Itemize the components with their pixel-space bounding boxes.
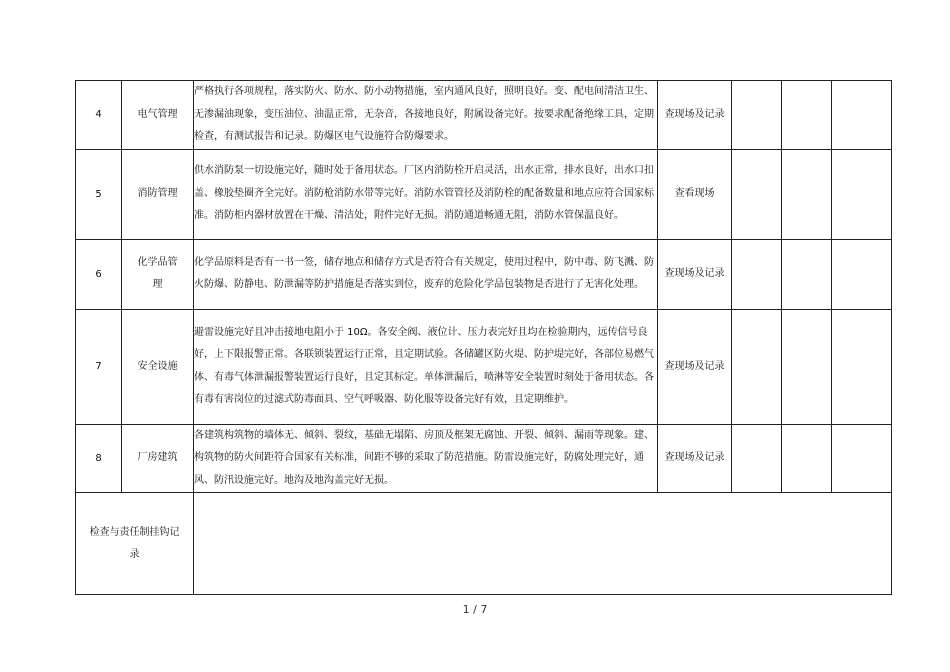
row-content: 各建筑构筑物的墙体无、倾斜、裂纹，基础无塌陷、房顶及框架无腐蚀、开裂、倾斜、漏雨等现象。建、构筑物的防火间距符合国家有关标准，间距不够的采取了防范措施。防雷设施完好，防腐处理完好，通风、防汛设施完好。地沟及地沟盖完好无损。 xyxy=(194,424,658,493)
row-check-method: 查现场及记录 xyxy=(658,309,732,424)
row-content: 供水消防泵一切设施完好，随时处于备用状态。厂区内消防栓开启灵活，出水正常，排水良好，出水口扣盖、橡胶垫圈齐全完好。消防枪消防水带等完好。消防水管管径及消防栓的配备数量和地点应符合国家标准。消防柜内器材放置在干燥、清洁处，附件完好无损。消防通道畅通无阻，消防水管保温良好。 xyxy=(194,149,658,239)
empty-cell xyxy=(832,309,892,424)
empty-cell xyxy=(732,424,782,493)
row-number: 8 xyxy=(76,424,122,493)
row-number: 7 xyxy=(76,309,122,424)
row-category: 安全设施 xyxy=(122,309,194,424)
row-number: 4 xyxy=(76,81,122,150)
row-category: 厂房建筑 xyxy=(122,424,194,493)
empty-cell xyxy=(782,424,832,493)
footer-label: 检查与责任制挂钩记 录 xyxy=(76,493,194,595)
page-number: 1 / 7 xyxy=(462,603,488,616)
empty-cell xyxy=(782,81,832,150)
table-row xyxy=(76,424,892,493)
row-number: 6 xyxy=(76,239,122,309)
empty-cell xyxy=(732,149,782,239)
empty-cell xyxy=(732,309,782,424)
row-category: 化学品管理 xyxy=(122,239,194,309)
empty-cell xyxy=(832,149,892,239)
empty-cell xyxy=(782,309,832,424)
row-content: 严格执行各项规程，落实防火、防水、防小动物措施，室内通风良好，照明良好。变、配电间清洁卫生、无渗漏油现象，变压油位、油温正常，无杂音，各接地良好，附属设备完好。按要求配备绝缘工具，定期检查，有测试报告和记录。防爆区电气设施符合防爆要求。 xyxy=(194,81,658,150)
row-category: 电气管理 xyxy=(122,81,194,150)
row-check-method: 查看现场 xyxy=(658,149,732,239)
empty-cell xyxy=(782,239,832,309)
row-check-method: 查现场及记录 xyxy=(658,81,732,150)
footer-row xyxy=(76,493,892,595)
row-category: 消防管理 xyxy=(122,149,194,239)
footer-record-cell xyxy=(194,493,892,595)
empty-cell xyxy=(782,149,832,239)
empty-cell xyxy=(732,239,782,309)
row-check-method: 查现场及记录 xyxy=(658,239,732,309)
table-row xyxy=(76,149,892,239)
table-row xyxy=(76,309,892,424)
inspection-table xyxy=(75,80,892,595)
row-number: 5 xyxy=(76,149,122,239)
empty-cell xyxy=(832,239,892,309)
empty-cell xyxy=(832,424,892,493)
row-content: 化学品原料是否有一书一签，储存地点和储存方式是否符合有关规定，使用过程中，防中毒、防飞溅、防火防爆、防静电、防泄漏等防护措施是否落实到位，废弃的危险化学品包装物是否进行了无害化处理。 xyxy=(194,239,658,309)
empty-cell xyxy=(732,81,782,150)
row-content: 避雷设施完好且冲击接地电阻小于 10Ω。各安全阀、液位计、压力表完好且均在检验期内，远传信号良好，上下限报警正常。各联锁装置运行正常，且定期试验。各储罐区防火堤、防护堤完好，各部位易燃气体、有毒气体泄漏报警装置运行良好，且定其标定。单体泄漏后，喷淋等安全装置时刻处于备用状态。各有毒有害岗位的过滤式防毒面具、空气呼吸器、防化服等设备完好有效，且定期维护。 xyxy=(194,309,658,424)
table-row xyxy=(76,239,892,309)
row-check-method: 查现场及记录 xyxy=(658,424,732,493)
empty-cell xyxy=(832,81,892,150)
table-row xyxy=(76,81,892,150)
